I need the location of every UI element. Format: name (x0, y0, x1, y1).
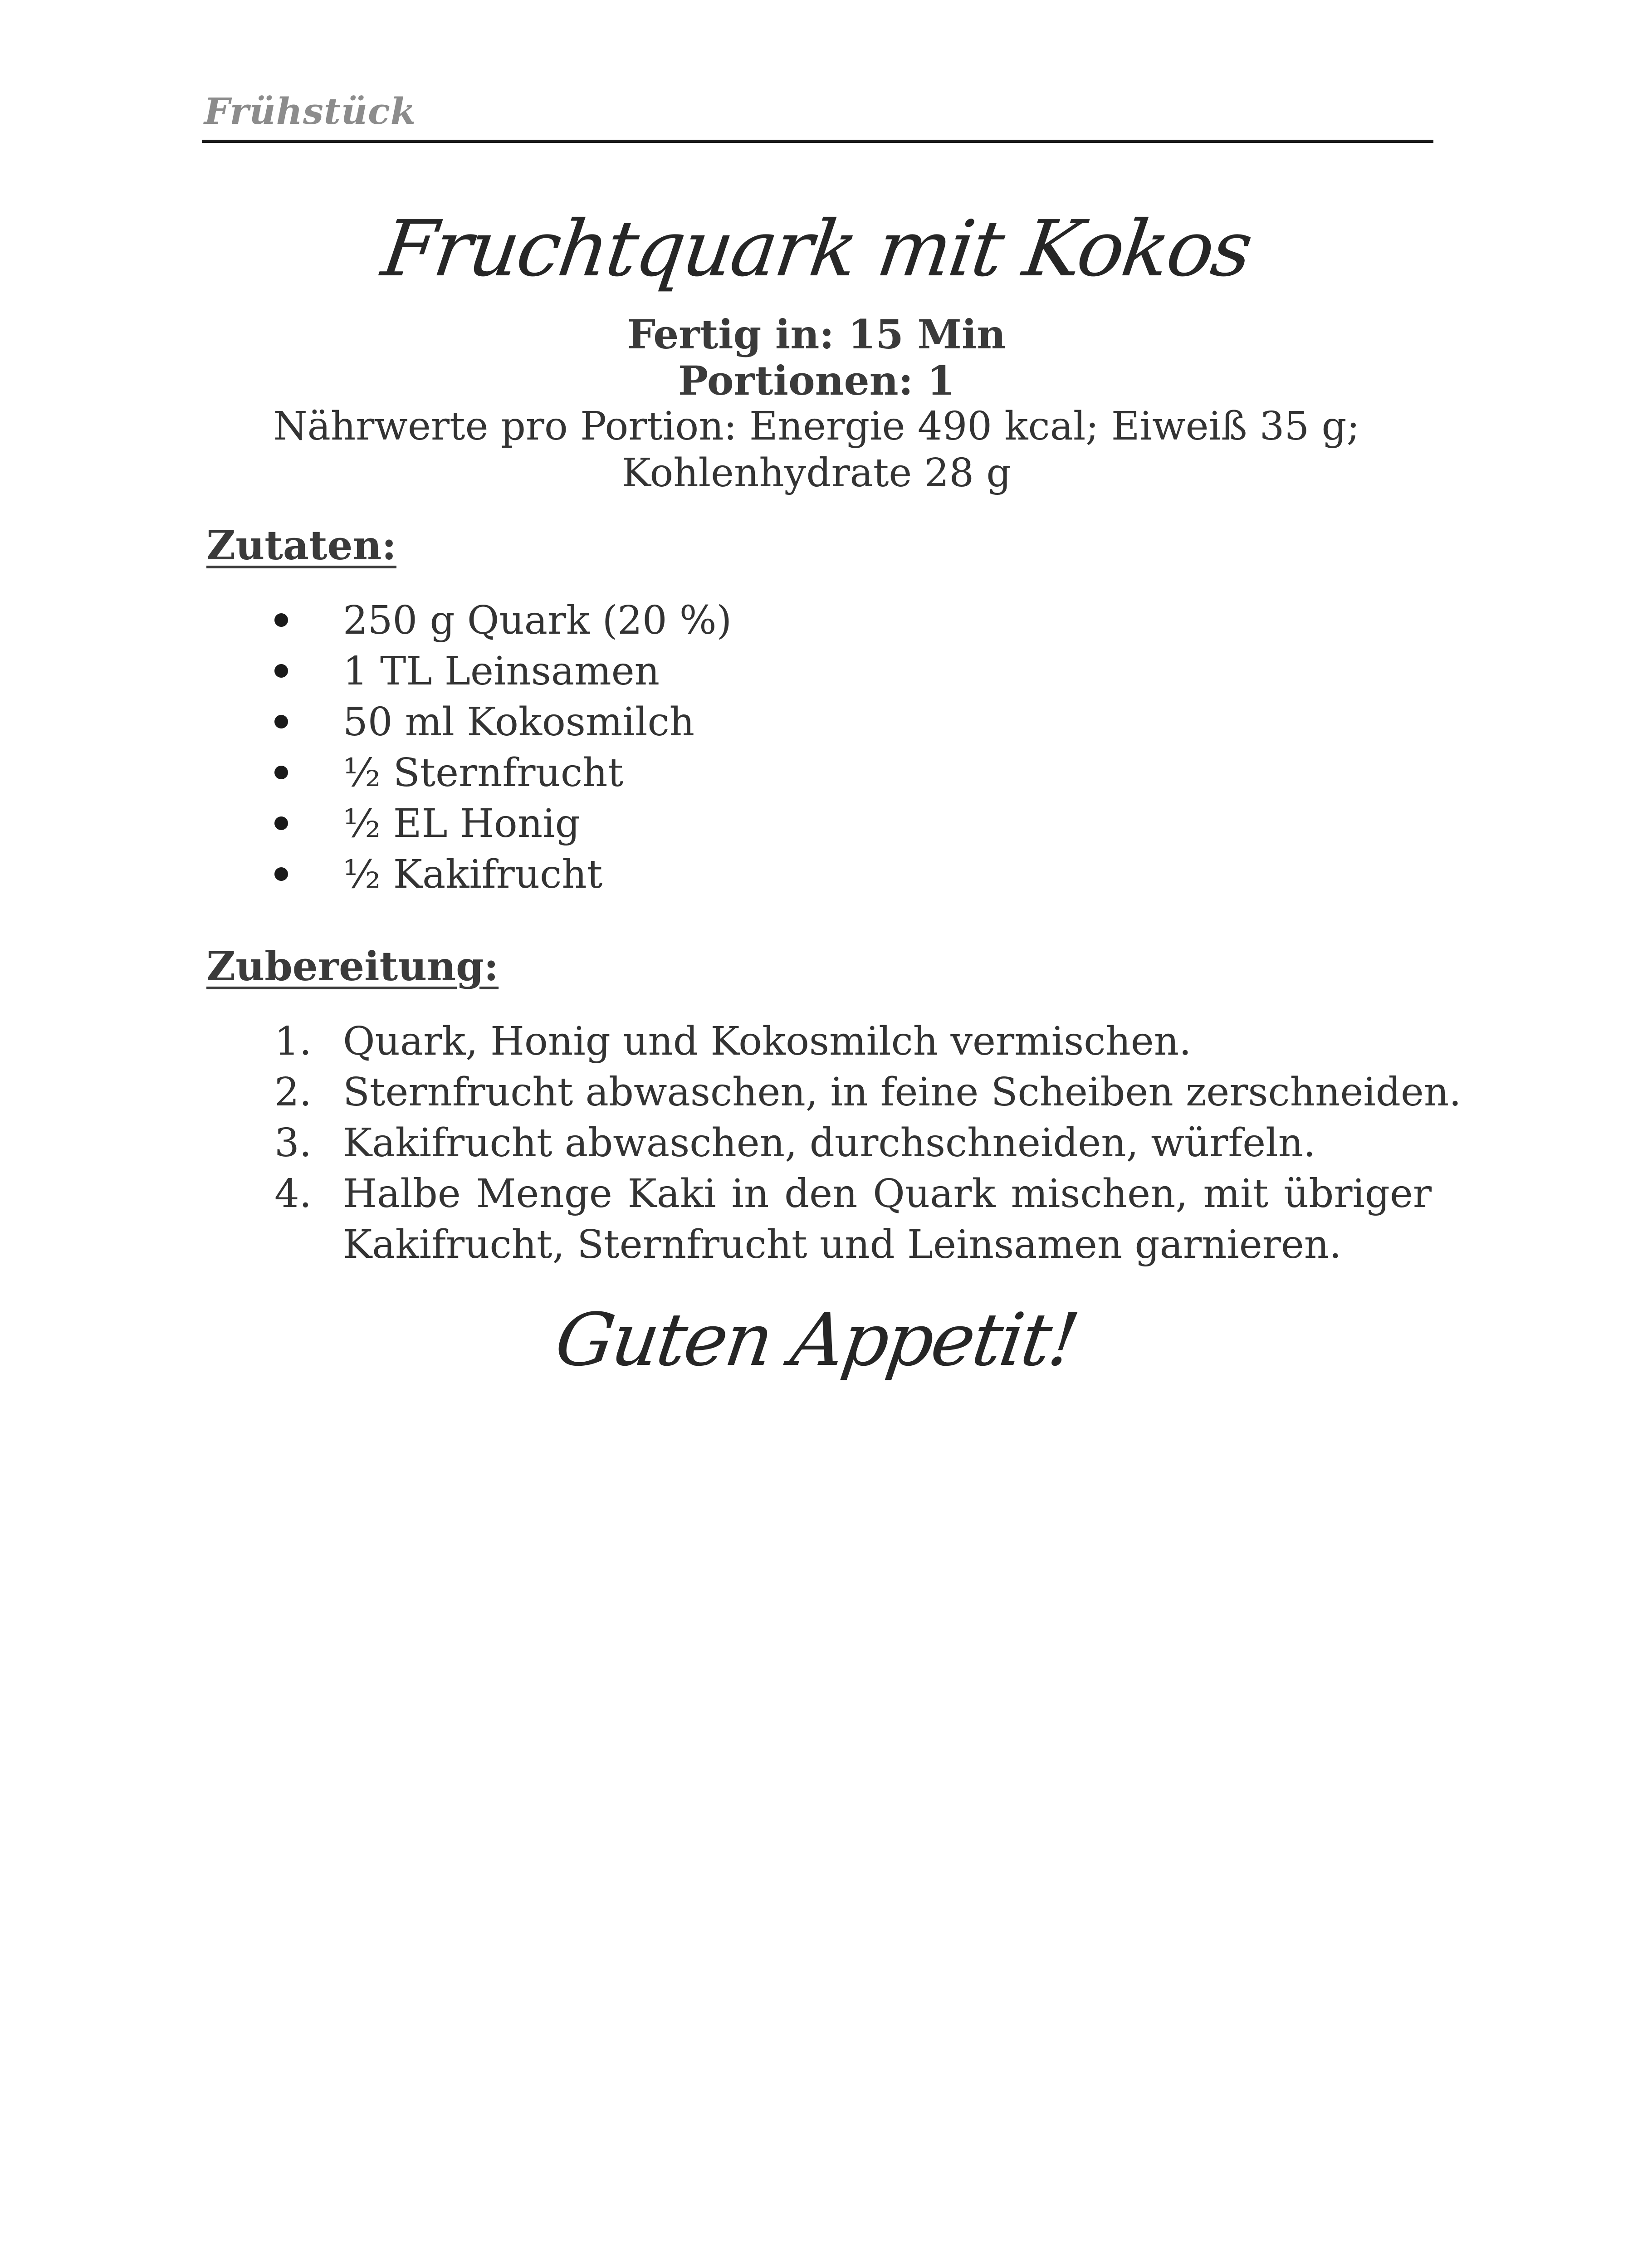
step-number: 2. (274, 1070, 312, 1115)
ingredients-heading: Zutaten: (206, 522, 396, 569)
list-item (0, 1016, 1633, 1067)
ready-in-time: Fertig in: 15 Min (627, 311, 1006, 358)
bullet-icon (274, 613, 288, 627)
bullet-icon (274, 766, 288, 779)
list-item (0, 1118, 1633, 1168)
servings: Portionen: 1 (678, 357, 955, 404)
ingredient-text: 50 ml Kokosmilch (343, 699, 695, 745)
list-item (0, 798, 1633, 849)
recipe-title: Fruchtquark mit Kokos (376, 204, 1257, 294)
ingredient-text: 250 g Quark (20 %) (343, 598, 732, 643)
step-number: 3. (274, 1120, 312, 1166)
step-number: 1. (274, 1019, 312, 1064)
nutrition-line-2: Kohlenhydrate 28 g (621, 450, 1012, 496)
bullet-icon (274, 816, 288, 830)
list-item (0, 595, 1633, 646)
ingredients-list (0, 595, 1633, 900)
step-number: 4. (274, 1171, 312, 1217)
step-text-continuation: Kakifrucht, Sternfrucht und Leinsamen garnieren. (343, 1222, 1342, 1267)
list-item (0, 1219, 1633, 1270)
bullet-icon (274, 867, 288, 881)
ingredient-text: 1 TL Leinsamen (343, 649, 660, 694)
bullet-icon (274, 715, 288, 728)
bullet-icon (274, 664, 288, 678)
list-item (0, 646, 1633, 697)
ingredient-text: ½ Sternfrucht (343, 750, 623, 796)
preparation-heading: Zubereitung: (206, 943, 499, 990)
step-text: Sternfrucht abwaschen, in feine Scheiben zerschneiden. (343, 1070, 1462, 1115)
header-rule (202, 140, 1433, 143)
ingredient-text: ½ Kakifrucht (343, 852, 603, 897)
running-header: Frühstück (204, 90, 416, 132)
list-item (0, 748, 1633, 798)
list-item (0, 1067, 1633, 1118)
nutrition-line-1: Nährwerte pro Portion: Energie 490 kcal; Eiweiß 35 g; (273, 404, 1360, 449)
list-item (0, 697, 1633, 748)
step-text: Halbe Menge Kaki in den Quark mischen, mit übriger (343, 1171, 1432, 1217)
ingredient-text: ½ EL Honig (343, 801, 580, 846)
step-text: Quark, Honig und Kokosmilch vermischen. (343, 1019, 1192, 1064)
step-text: Kakifrucht abwaschen, durchschneiden, würfeln. (343, 1120, 1316, 1166)
list-item (0, 849, 1633, 900)
list-item (0, 1168, 1633, 1219)
closing-greeting: Guten Appetit! (550, 1297, 1083, 1382)
preparation-steps (0, 1016, 1633, 1270)
